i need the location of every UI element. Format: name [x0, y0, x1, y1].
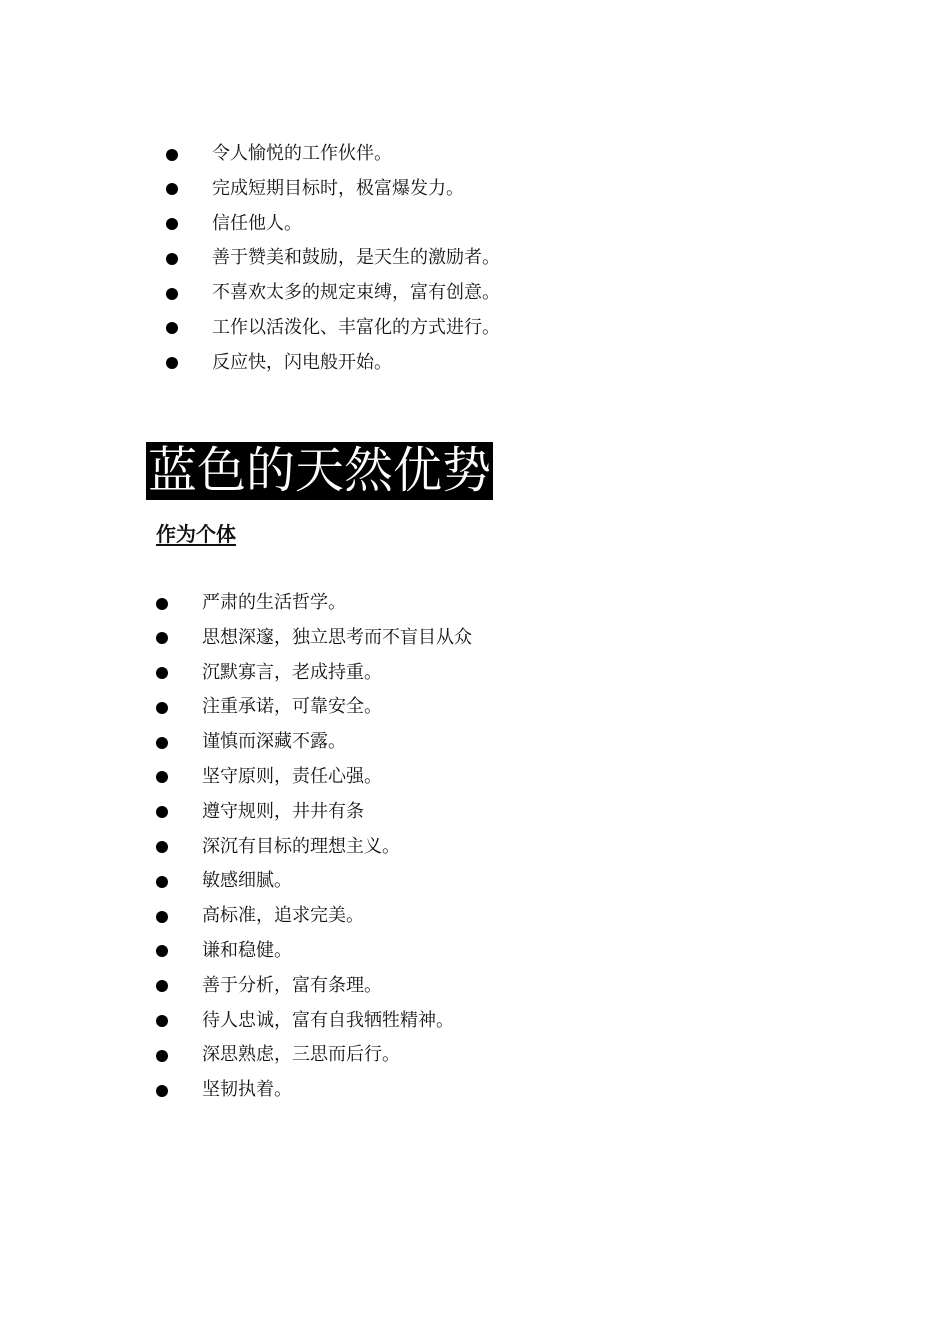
bullet-icon — [156, 911, 168, 923]
section-title: 蓝色的天然优势 — [148, 442, 492, 499]
list-item-text: 坚韧执着。 — [202, 1079, 292, 1101]
bullet-icon — [156, 945, 168, 957]
list-item-text: 遵守规则，井井有条 — [202, 800, 364, 822]
bullet-icon — [156, 980, 168, 992]
bullet-icon — [166, 288, 178, 300]
bullet-icon — [166, 253, 178, 265]
section-subtitle: 作为个体 — [156, 522, 236, 546]
bullet-icon — [156, 598, 168, 610]
bullet-icon — [166, 357, 178, 369]
bullet-icon — [156, 737, 168, 749]
bullet-icon — [156, 702, 168, 714]
list-item-text: 反应快，闪电般开始。 — [212, 351, 392, 373]
list-item-text: 完成短期目标时，极富爆发力。 — [212, 177, 464, 199]
list-item-text: 善于赞美和鼓励，是天生的激励者。 — [212, 247, 500, 269]
list-item-text: 工作以活泼化、丰富化的方式进行。 — [212, 316, 500, 338]
list-item-text: 严肃的生活哲学。 — [202, 592, 346, 613]
list-item-text: 令人愉悦的工作伙伴。 — [212, 143, 392, 164]
list-item-text: 深沉有目标的理想主义。 — [202, 835, 400, 857]
list-item-text: 敏感细腻。 — [202, 870, 292, 892]
bullet-icon — [156, 771, 168, 783]
bullet-icon — [156, 632, 168, 644]
list-item-text: 思想深邃，独立思考而不盲目从众 — [202, 626, 472, 648]
list-item-text: 沉默寡言，老成持重。 — [202, 661, 382, 683]
list-item-text: 不喜欢太多的规定束缚，富有创意。 — [212, 282, 500, 304]
bullet-icon — [166, 322, 178, 334]
bullet-icon — [156, 667, 168, 679]
bullet-icon — [166, 183, 178, 195]
list-item-text: 待人忠诚，富有自我牺牲精神。 — [202, 1009, 454, 1031]
list-item-text: 坚守原则，责任心强。 — [202, 765, 382, 787]
list-item-text: 谨慎而深藏不露。 — [202, 731, 346, 753]
list-item-text: 善于分析，富有条理。 — [202, 974, 382, 996]
bullet-icon — [156, 876, 168, 888]
bullet-icon — [156, 1085, 168, 1097]
bullet-icon — [156, 841, 168, 853]
bullet-icon — [156, 1050, 168, 1062]
list-item-text: 深思熟虑，三思而后行。 — [202, 1044, 400, 1066]
list-item-text: 谦和稳健。 — [202, 939, 292, 961]
list-item-text: 高标准，追求完美。 — [202, 905, 364, 927]
bullet-icon — [156, 1015, 168, 1027]
bullet-icon — [166, 149, 178, 161]
bullet-icon — [166, 218, 178, 230]
list-item-text: 注重承诺，可靠安全。 — [202, 696, 382, 718]
bullet-icon — [156, 806, 168, 818]
list-item-text: 信任他人。 — [212, 212, 302, 234]
